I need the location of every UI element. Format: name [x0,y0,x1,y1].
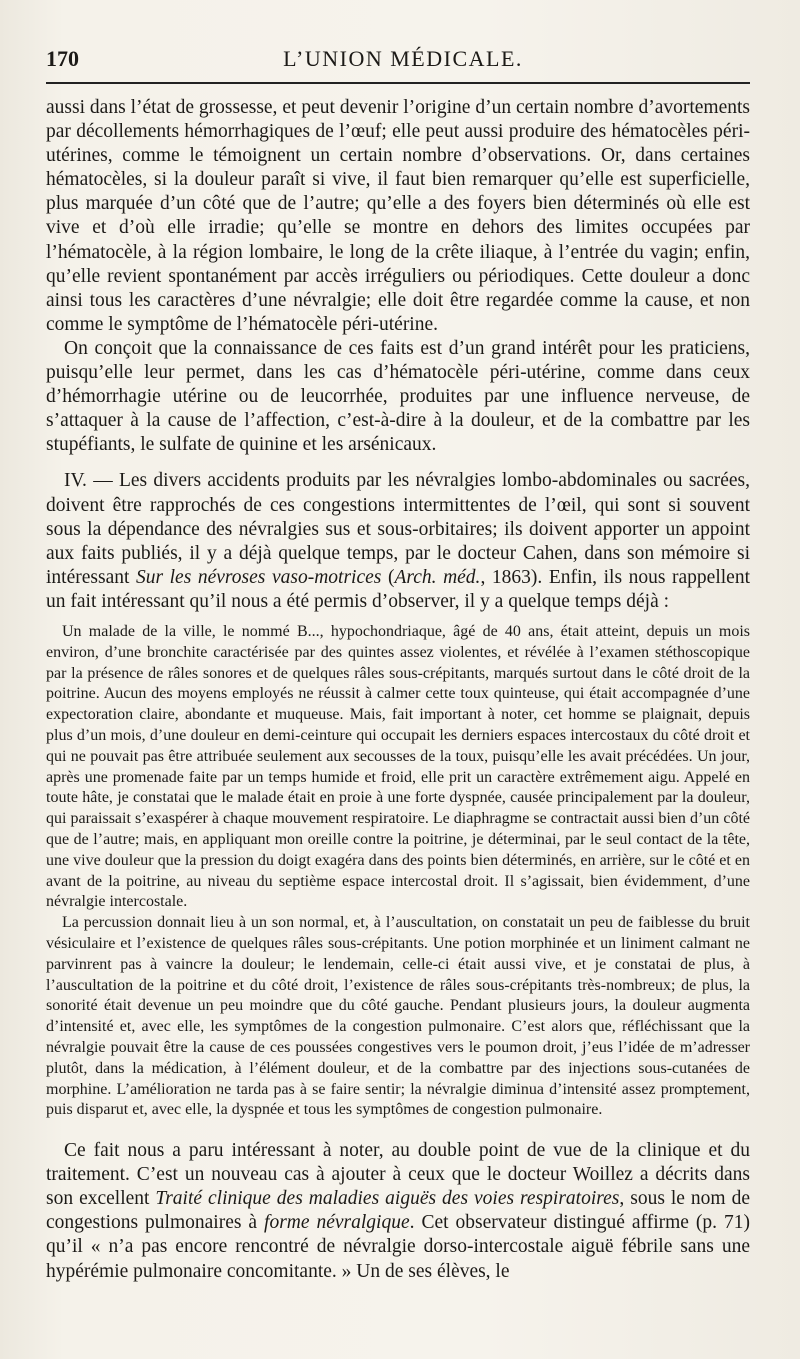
cited-treatise: Traité clinique des maladies aiguës des voies respiratoires [155,1188,620,1210]
page-header [46,46,750,84]
section-iv-text: IV. — Les divers accidents produits par les névralgies lombo-abdominales ou sacrées, doivent être rapprochés de ces congestions intermittentes de l’œil, qui sont si souvent sous la dépendance des névralgies sus et sous-orbitaires; ils doivent apporter un appoint aux faits publiés, il y a déjà quelque temps, par le docteur Cahen, dans son mémoire si intéressant [46,470,750,588]
case-paragraph-1: Un malade de la ville, le nommé B..., hypochondriaque, âgé de 40 ans, était atteint, depuis un mois environ, d’une bronchite caractérisée par des quintes assez violentes, et révélée à l’examen stéthoscopique par la présence de râles sonores et de quelques râles sous-crépitants, marqués surtout dans le côté droit de la poitrine. Aucun des moyens employés ne réussit à calmer cette toux quinteuse, qui était accompagnée d’une expectoration claire, abondante et muqueuse. Mais, fait important à noter, cet homme se plaignait, depuis plus d’un mois, d’une douleur en demi-ceinture qui occupait les derniers espaces intercostaux du côté droit et qui ne pouvait pas être attribuée seulement aux secousses de la toux, puisqu’elle les avait précédées. Un jour, après une promenade faite par un temps humide et froid, elle prit un caractère extrêmement aigu. Appelé en toute hâte, je constatai que le malade était en proie à une forte dyspnée, causée principalement par la douleur, qui paraissait s’exaspérer à chaque mouvement respiratoire. Le diaphragme se contractait aussi bien d’un côté que de l’autre; mais, en appliquant mon oreille contre la poitrine, je déterminai, par le seul contact de la tête, une vive douleur que la pression du doigt exagéra dans des points bien déterminés, en arrière, sur le côté et en avant de la poitrine, au niveau du septième espace intercostal droit. Il s’agissait, bien évidemment, d’une névralgie intercostale. [46,622,750,911]
page-number: 170 [46,46,79,71]
cited-title: Sur les névroses vaso-motrices [135,566,382,588]
article-body-continued [46,1139,750,1284]
paragraph-continuation: aussi dans l’état de grossesse, et peut devenir l’origine d’un certain nombre d’avortements par décollements hémorrhagiques de l’œuf; elle peut aussi produire des hématocèles péri-utérines, comme le témoignent un certain nombre d’observations. Or, dans certaines hématocèles, si la douleur paraît si vive, il faut bien remarquer qu’elle est superficielle, plus marquée d’un côté que de l’autre; qu’elle a des foyers bien déterminés où elle est vive et d’où elle irradie; qu’elle se montre en dehors des limites occupées par l’hématocèle, à la région lombaire, le long de la crête iliaque, à l’entrée du vagin; enfin, qu’elle revient spontanément par accès irréguliers ou périodiques. Cette douleur a donc ainsi tous les caractères d’une névralgie; elle doit être regardée comme la cause, et non comme le symptôme de l’hématocèle péri-utérine. [46,97,750,335]
case-paragraph-2: La percussion donnait lieu à un son normal, et, à l’auscultation, on constatait un peu de faiblesse du bruit vésiculaire et l’existence de quelques râles sous-crépitants. Une potion morphinée et un liniment calmant ne parvinrent pas à vaincre la douleur; le lendemain, celle-ci était aussi vive, et je constatai de plus, à l’auscultation de la poitrine et du côté droit, l’existence de râles sous-crépitants très-nombreux; de plus, la sonorité était devenue un peu moindre que du côté gauche. Pendant plusieurs jours, la douleur augmenta d’intensité et, avec elle, les symptômes de la congestion pulmonaire. C’est alors que, réfléchissant que la névralgie pouvait être la cause de ces poussées congestives vers le poumon droit, j’eus l’idée de m’adresser plutôt, dans la médication, à l’élément douleur, et de la combattre par des injections sous-cutanées de morphine. L’amélioration ne tarda pas à se faire sentir; la névralgie diminua d’intensité assez promptement, puis disparut et, avec elle, la dyspnée et tous les symptômes de congestion pulmonaire. [46,914,750,1119]
paragraph-conclusion [46,1139,750,1284]
conclusion-text: Ce fait nous a paru intéressant à noter, au double point de vue de la clinique et du traitement. C’est un nouveau cas à ajouter à ceux que le docteur Woillez a décrits dans son excellent [46,1140,750,1210]
journal-title: L’UNION MÉDICALE. [283,46,523,71]
cited-form: forme névralgique [264,1212,410,1234]
paren-open: ( [381,566,395,588]
section-iv-text-end: , 1863). Enfin, ils nous rappellent un fait intéressant qu’il nous a été permis d’observer, il y a quelque temps déjà : [46,566,750,612]
conclusion-text-mid: , sous le nom de congestions pulmonaires à [46,1188,750,1234]
article-body [46,96,750,614]
conclusion-text-end: . Cet observateur distingué affirme (p. 71) qu’il « n’a pas encore rencontré de névralgie dorso-intercostale aiguë fébrile sans une hypérémie pulmonaire concomitante. » Un de ses élèves, le [46,1212,750,1282]
paragraph-practitioners: On conçoit que la connaissance de ces faits est d’un grand intérêt pour les praticiens, puisqu’elle leur permet, dans les cas d’hématocèle péri-utérine, comme dans ceux d’hémorrhagie utérine ou de leucorrhée, produites par une influence nerveuse, de s’attaquer à la cause de l’affection, c’est-à-dire à la douleur, et de la combattre par les stupéfiants, le sulfate de quinine et les arsénicaux. [46,337,750,456]
case-report [46,622,750,1121]
cited-journal: Arch. méd. [394,566,481,588]
paragraph-section-iv [46,469,750,614]
